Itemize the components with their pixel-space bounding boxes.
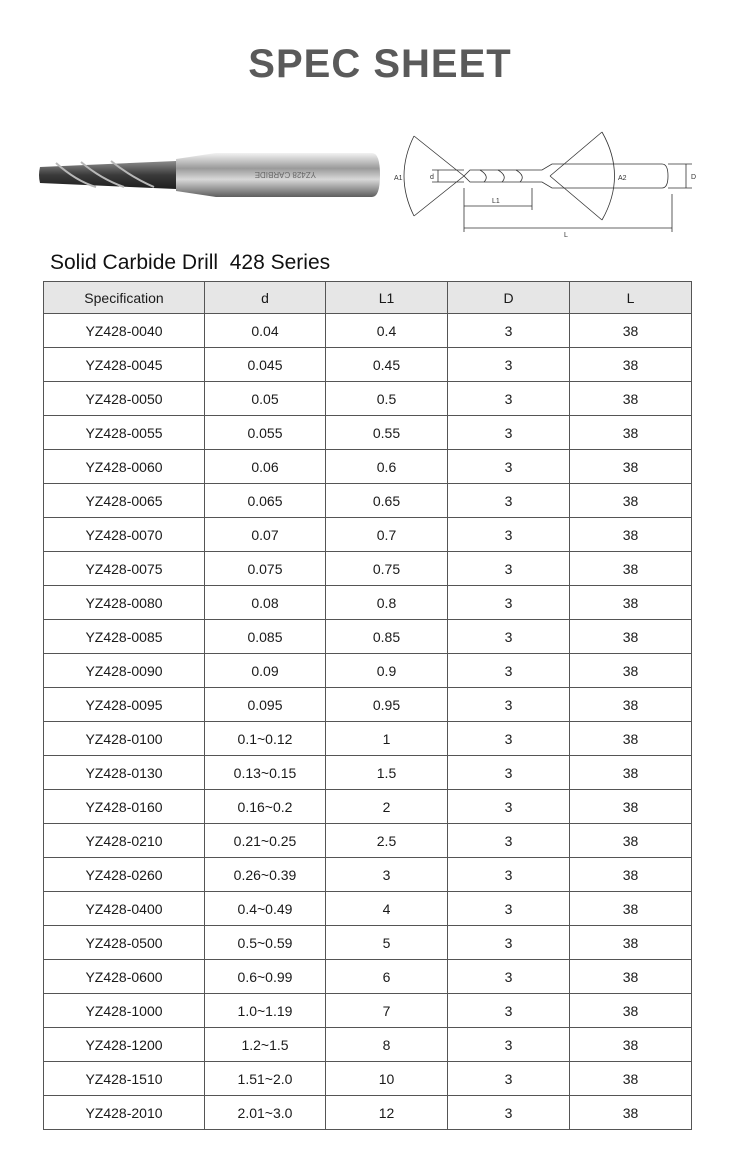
cell-specification: YZ428-0600 — [44, 960, 205, 994]
table-row — [44, 416, 692, 450]
cell-L: 38 — [570, 620, 692, 654]
cell-L: 38 — [570, 450, 692, 484]
cell-specification: YZ428-1000 — [44, 994, 205, 1028]
table-row — [44, 1028, 692, 1062]
cell-D: 3 — [448, 790, 570, 824]
cell-specification: YZ428-0075 — [44, 552, 205, 586]
cell-D: 3 — [448, 552, 570, 586]
cell-L: 38 — [570, 1096, 692, 1130]
cell-d: 0.13~0.15 — [205, 756, 326, 790]
table-row — [44, 688, 692, 722]
table-row — [44, 518, 692, 552]
cell-d: 0.075 — [205, 552, 326, 586]
cell-d: 2.01~3.0 — [205, 1096, 326, 1130]
cell-L: 38 — [570, 654, 692, 688]
cell-d: 1.2~1.5 — [205, 1028, 326, 1062]
cell-specification: YZ428-0080 — [44, 586, 205, 620]
cell-d: 0.4~0.49 — [205, 892, 326, 926]
cell-d: 0.07 — [205, 518, 326, 552]
cell-l1: 8 — [326, 1028, 448, 1062]
cell-l1: 2.5 — [326, 824, 448, 858]
cell-D: 3 — [448, 994, 570, 1028]
cell-l1: 6 — [326, 960, 448, 994]
cell-L: 38 — [570, 416, 692, 450]
cell-L: 38 — [570, 756, 692, 790]
drill-dimension-diagram — [392, 124, 702, 240]
cell-l1: 0.45 — [326, 348, 448, 382]
header-L: L — [570, 282, 692, 314]
cell-D: 3 — [448, 858, 570, 892]
cell-D: 3 — [448, 722, 570, 756]
cell-D: 3 — [448, 450, 570, 484]
cell-specification: YZ428-0085 — [44, 620, 205, 654]
cell-D: 3 — [448, 348, 570, 382]
header-l1: L1 — [326, 282, 448, 314]
cell-d: 0.065 — [205, 484, 326, 518]
table-row — [44, 926, 692, 960]
cell-L: 38 — [570, 518, 692, 552]
cell-l1: 0.7 — [326, 518, 448, 552]
cell-D: 3 — [448, 484, 570, 518]
product-name: Solid Carbide Drill 428 Series — [50, 251, 331, 274]
cell-specification: YZ428-0045 — [44, 348, 205, 382]
cell-l1: 0.65 — [326, 484, 448, 518]
label-d-small: d — [430, 174, 434, 181]
cell-specification: YZ428-0060 — [44, 450, 205, 484]
table-row — [44, 790, 692, 824]
cell-specification: YZ428-1200 — [44, 1028, 205, 1062]
cell-d: 0.16~0.2 — [205, 790, 326, 824]
table-row — [44, 722, 692, 756]
table-row — [44, 994, 692, 1028]
table-row — [44, 654, 692, 688]
cell-d: 1.51~2.0 — [205, 1062, 326, 1096]
cell-D: 3 — [448, 518, 570, 552]
cell-l1: 0.9 — [326, 654, 448, 688]
table-row — [44, 824, 692, 858]
cell-specification: YZ428-0400 — [44, 892, 205, 926]
table-row — [44, 1062, 692, 1096]
cell-D: 3 — [448, 314, 570, 348]
cell-d: 0.26~0.39 — [205, 858, 326, 892]
cell-specification: YZ428-0090 — [44, 654, 205, 688]
table-row — [44, 960, 692, 994]
cell-d: 0.08 — [205, 586, 326, 620]
cell-specification: YZ428-0100 — [44, 722, 205, 756]
table-row — [44, 348, 692, 382]
table-row — [44, 1096, 692, 1130]
label-a1: A1 — [394, 175, 403, 182]
cell-l1: 0.8 — [326, 586, 448, 620]
table-row — [44, 450, 692, 484]
cell-D: 3 — [448, 416, 570, 450]
cell-D: 3 — [448, 892, 570, 926]
cell-L: 38 — [570, 824, 692, 858]
cell-L: 38 — [570, 960, 692, 994]
cell-l1: 1 — [326, 722, 448, 756]
cell-D: 3 — [448, 756, 570, 790]
cell-L: 38 — [570, 858, 692, 892]
cell-L: 38 — [570, 892, 692, 926]
table-row — [44, 382, 692, 416]
cell-l1: 5 — [326, 926, 448, 960]
cell-l1: 3 — [326, 858, 448, 892]
table-row — [44, 756, 692, 790]
cell-d: 0.085 — [205, 620, 326, 654]
svg-text:YZ428 CARBIDE: YZ428 CARBIDE — [254, 170, 316, 179]
cell-L: 38 — [570, 552, 692, 586]
page-title: SPEC SHEET — [248, 42, 512, 86]
header-D: D — [448, 282, 570, 314]
cell-D: 3 — [448, 382, 570, 416]
cell-L: 38 — [570, 1028, 692, 1062]
cell-specification: YZ428-0260 — [44, 858, 205, 892]
cell-specification: YZ428-1510 — [44, 1062, 205, 1096]
label-d-large: D — [691, 174, 697, 181]
cell-d: 0.05 — [205, 382, 326, 416]
cell-L: 38 — [570, 722, 692, 756]
cell-L: 38 — [570, 994, 692, 1028]
cell-L: 38 — [570, 348, 692, 382]
cell-L: 38 — [570, 586, 692, 620]
cell-l1: 12 — [326, 1096, 448, 1130]
cell-specification: YZ428-0130 — [44, 756, 205, 790]
cell-l1: 2 — [326, 790, 448, 824]
cell-L: 38 — [570, 1062, 692, 1096]
cell-d: 0.06 — [205, 450, 326, 484]
cell-l1: 0.55 — [326, 416, 448, 450]
cell-l1: 0.85 — [326, 620, 448, 654]
cell-D: 3 — [448, 1096, 570, 1130]
cell-L: 38 — [570, 314, 692, 348]
cell-d: 0.21~0.25 — [205, 824, 326, 858]
cell-l1: 0.95 — [326, 688, 448, 722]
cell-d: 0.6~0.99 — [205, 960, 326, 994]
label-l: L — [564, 232, 568, 239]
cell-specification: YZ428-0500 — [44, 926, 205, 960]
cell-d: 0.055 — [205, 416, 326, 450]
cell-L: 38 — [570, 926, 692, 960]
cell-l1: 4 — [326, 892, 448, 926]
cell-L: 38 — [570, 382, 692, 416]
spec-table — [43, 281, 692, 1130]
cell-l1: 7 — [326, 994, 448, 1028]
cell-D: 3 — [448, 1062, 570, 1096]
cell-L: 38 — [570, 790, 692, 824]
cell-l1: 1.5 — [326, 756, 448, 790]
cell-l1: 0.4 — [326, 314, 448, 348]
cell-specification: YZ428-0055 — [44, 416, 205, 450]
cell-specification: YZ428-0210 — [44, 824, 205, 858]
cell-d: 0.5~0.59 — [205, 926, 326, 960]
cell-L: 38 — [570, 484, 692, 518]
cell-specification: YZ428-0095 — [44, 688, 205, 722]
cell-D: 3 — [448, 824, 570, 858]
cell-L: 38 — [570, 688, 692, 722]
cell-d: 0.045 — [205, 348, 326, 382]
cell-D: 3 — [448, 926, 570, 960]
table-row — [44, 552, 692, 586]
cell-specification: YZ428-0160 — [44, 790, 205, 824]
table-row — [44, 314, 692, 348]
table-header-row — [44, 282, 692, 314]
table-row — [44, 892, 692, 926]
cell-specification: YZ428-2010 — [44, 1096, 205, 1130]
cell-d: 0.09 — [205, 654, 326, 688]
cell-D: 3 — [448, 1028, 570, 1062]
cell-D: 3 — [448, 960, 570, 994]
cell-d: 0.1~0.12 — [205, 722, 326, 756]
label-l1: L1 — [492, 198, 500, 205]
cell-specification: YZ428-0070 — [44, 518, 205, 552]
header-d: d — [205, 282, 326, 314]
drill-photo — [36, 145, 381, 205]
table-row — [44, 586, 692, 620]
cell-D: 3 — [448, 688, 570, 722]
cell-l1: 10 — [326, 1062, 448, 1096]
cell-l1: 0.5 — [326, 382, 448, 416]
cell-specification: YZ428-0065 — [44, 484, 205, 518]
table-row — [44, 858, 692, 892]
cell-specification: YZ428-0050 — [44, 382, 205, 416]
cell-specification: YZ428-0040 — [44, 314, 205, 348]
cell-l1: 0.75 — [326, 552, 448, 586]
table-row — [44, 620, 692, 654]
cell-D: 3 — [448, 620, 570, 654]
header-specification: Specification — [44, 282, 205, 314]
table-row — [44, 484, 692, 518]
cell-D: 3 — [448, 654, 570, 688]
cell-D: 3 — [448, 586, 570, 620]
label-a2: A2 — [618, 175, 627, 182]
cell-d: 0.095 — [205, 688, 326, 722]
cell-d: 0.04 — [205, 314, 326, 348]
cell-l1: 0.6 — [326, 450, 448, 484]
cell-d: 1.0~1.19 — [205, 994, 326, 1028]
